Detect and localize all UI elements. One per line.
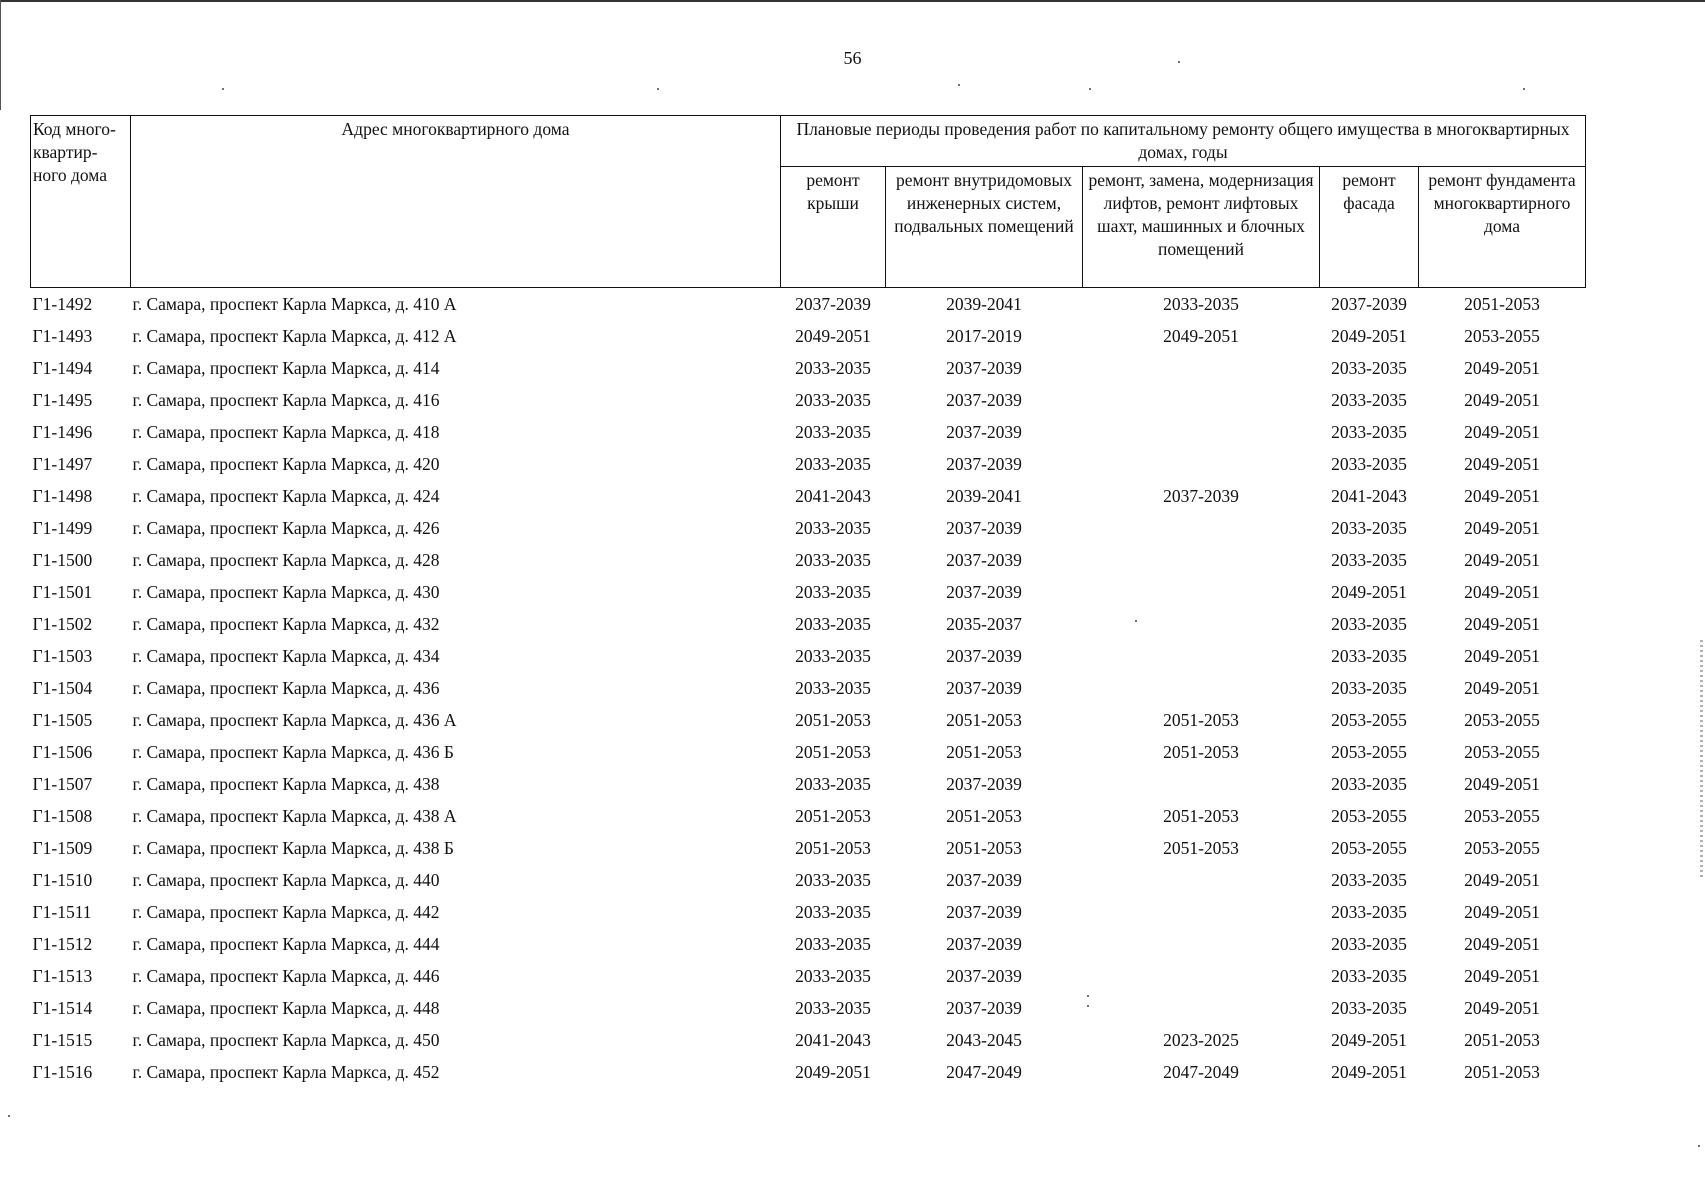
page-number: 56 bbox=[843, 48, 862, 68]
house-code-cell: Г1-1498 bbox=[32, 485, 93, 506]
systems-period-cell: 2017-2019 bbox=[946, 325, 1022, 346]
house-code-cell: Г1-1502 bbox=[32, 613, 93, 634]
systems-period-cell: 2035-2037 bbox=[946, 613, 1022, 634]
facade-period-cell: 2049-2051 bbox=[1331, 1061, 1407, 1082]
table-row bbox=[31, 896, 1586, 928]
lifts-period-cell bbox=[1083, 512, 1320, 544]
table-row bbox=[31, 480, 1586, 512]
systems-period-cell: 2051-2053 bbox=[946, 837, 1022, 858]
table-row bbox=[31, 672, 1586, 704]
table-row bbox=[31, 640, 1586, 672]
table-row bbox=[31, 960, 1586, 992]
house-code-cell: Г1-1504 bbox=[32, 677, 93, 698]
facade-period-cell: 2033-2035 bbox=[1331, 517, 1407, 538]
roof-period-cell: 2033-2035 bbox=[795, 965, 871, 986]
scan-speck bbox=[8, 1115, 10, 1117]
foundation-period-cell: 2049-2051 bbox=[1464, 645, 1540, 666]
facade-period-cell: 2053-2055 bbox=[1331, 709, 1407, 730]
roof-period-cell: 2033-2035 bbox=[795, 773, 871, 794]
lifts-period-cell bbox=[1083, 896, 1320, 928]
lifts-period-cell bbox=[1083, 768, 1320, 800]
roof-period-cell: 2051-2053 bbox=[795, 741, 871, 762]
facade-period-cell: 2033-2035 bbox=[1331, 901, 1407, 922]
house-code-cell: Г1-1507 bbox=[32, 773, 93, 794]
lifts-period-cell bbox=[1083, 960, 1320, 992]
foundation-period-cell: 2049-2051 bbox=[1464, 581, 1540, 602]
table-row bbox=[31, 320, 1586, 352]
house-code-cell: Г1-1511 bbox=[32, 901, 92, 922]
table-body bbox=[31, 288, 1586, 1089]
address-cell: г. Самара, проспект Карла Маркса, д. 436 bbox=[132, 677, 440, 698]
roof-period-cell: 2033-2035 bbox=[795, 517, 871, 538]
roof-period-cell: 2033-2035 bbox=[795, 581, 871, 602]
roof-period-cell: 2033-2035 bbox=[795, 933, 871, 954]
facade-period-cell: 2049-2051 bbox=[1331, 1029, 1407, 1050]
house-code-cell: Г1-1506 bbox=[32, 741, 93, 762]
foundation-period-cell: 2049-2051 bbox=[1464, 901, 1540, 922]
address-cell: г. Самара, проспект Карла Маркса, д. 414 bbox=[132, 357, 440, 378]
lifts-period-cell: 2023-2025 bbox=[1163, 1029, 1239, 1050]
address-cell: г. Самара, проспект Карла Маркса, д. 438 А bbox=[132, 805, 457, 826]
roof-period-cell: 2041-2043 bbox=[795, 1029, 871, 1050]
house-code-cell: Г1-1500 bbox=[32, 549, 93, 570]
header-planned-periods: Плановые периоды проведения работ по капитальному ремонту общего имущества в многоквартирных домах, годы bbox=[781, 116, 1586, 167]
house-code-cell: Г1-1496 bbox=[32, 421, 93, 442]
foundation-period-cell: 2049-2051 bbox=[1464, 965, 1540, 986]
roof-period-cell: 2033-2035 bbox=[795, 357, 871, 378]
facade-period-cell: 2053-2055 bbox=[1331, 837, 1407, 858]
foundation-period-cell: 2049-2051 bbox=[1464, 549, 1540, 570]
foundation-period-cell: 2051-2053 bbox=[1464, 1029, 1540, 1050]
facade-period-cell: 2033-2035 bbox=[1331, 869, 1407, 890]
foundation-period-cell: 2049-2051 bbox=[1464, 453, 1540, 474]
foundation-period-cell: 2051-2053 bbox=[1464, 1061, 1540, 1082]
foundation-period-cell: 2049-2051 bbox=[1464, 421, 1540, 442]
table-row bbox=[31, 448, 1586, 480]
systems-period-cell: 2037-2039 bbox=[946, 869, 1022, 890]
table-row bbox=[31, 288, 1586, 321]
facade-period-cell: 2037-2039 bbox=[1331, 293, 1407, 314]
foundation-period-cell: 2049-2051 bbox=[1464, 517, 1540, 538]
facade-period-cell: 2033-2035 bbox=[1331, 965, 1407, 986]
roof-period-cell: 2049-2051 bbox=[795, 325, 871, 346]
roof-period-cell: 2033-2035 bbox=[795, 613, 871, 634]
table-row bbox=[31, 1056, 1586, 1088]
table-row bbox=[31, 512, 1586, 544]
foundation-period-cell: 2049-2051 bbox=[1464, 677, 1540, 698]
roof-period-cell: 2051-2053 bbox=[795, 805, 871, 826]
table-row bbox=[31, 800, 1586, 832]
foundation-period-cell: 2049-2051 bbox=[1464, 997, 1540, 1018]
table-row bbox=[31, 352, 1586, 384]
systems-period-cell: 2037-2039 bbox=[946, 357, 1022, 378]
lifts-period-cell bbox=[1083, 416, 1320, 448]
lifts-period-cell bbox=[1083, 448, 1320, 480]
house-code-cell: Г1-1514 bbox=[32, 997, 93, 1018]
header-lifts-repair: ремонт, замена, модернизация лифтов, ремонт лифтовых шахт, машинных и блочных помещений bbox=[1083, 167, 1320, 288]
house-code-cell: Г1-1513 bbox=[32, 965, 93, 986]
lifts-period-cell: 2047-2049 bbox=[1163, 1061, 1239, 1082]
header-roof-repair: ремонт крыши bbox=[781, 167, 886, 288]
systems-period-cell: 2037-2039 bbox=[946, 421, 1022, 442]
foundation-period-cell: 2053-2055 bbox=[1464, 805, 1540, 826]
address-cell: г. Самара, проспект Карла Маркса, д. 442 bbox=[132, 901, 440, 922]
header-house-code: Код много-квартир-ного дома bbox=[31, 116, 131, 288]
lifts-period-cell bbox=[1083, 384, 1320, 416]
roof-period-cell: 2051-2053 bbox=[795, 837, 871, 858]
scan-edge-noise bbox=[1700, 640, 1703, 880]
systems-period-cell: 2037-2039 bbox=[946, 389, 1022, 410]
facade-period-cell: 2033-2035 bbox=[1331, 645, 1407, 666]
table-row bbox=[31, 928, 1586, 960]
house-code-cell: Г1-1494 bbox=[32, 357, 93, 378]
systems-period-cell: 2037-2039 bbox=[946, 517, 1022, 538]
systems-period-cell: 2037-2039 bbox=[946, 453, 1022, 474]
roof-period-cell: 2033-2035 bbox=[795, 997, 871, 1018]
roof-period-cell: 2033-2035 bbox=[795, 549, 871, 570]
address-cell: г. Самара, проспект Карла Маркса, д. 430 bbox=[132, 581, 440, 602]
systems-period-cell: 2051-2053 bbox=[946, 741, 1022, 762]
roof-period-cell: 2033-2035 bbox=[795, 869, 871, 890]
table-row bbox=[31, 416, 1586, 448]
table-row bbox=[31, 864, 1586, 896]
facade-period-cell: 2049-2051 bbox=[1331, 581, 1407, 602]
address-cell: г. Самара, проспект Карла Маркса, д. 452 bbox=[132, 1061, 440, 1082]
address-cell: г. Самара, проспект Карла Маркса, д. 412 А bbox=[132, 325, 457, 346]
foundation-period-cell: 2049-2051 bbox=[1464, 485, 1540, 506]
table-row bbox=[31, 576, 1586, 608]
facade-period-cell: 2033-2035 bbox=[1331, 453, 1407, 474]
systems-period-cell: 2037-2039 bbox=[946, 901, 1022, 922]
facade-period-cell: 2049-2051 bbox=[1331, 325, 1407, 346]
table-row bbox=[31, 736, 1586, 768]
roof-period-cell: 2033-2035 bbox=[795, 901, 871, 922]
house-code-cell: Г1-1509 bbox=[32, 837, 93, 858]
scan-speck bbox=[657, 88, 659, 90]
scan-speck bbox=[958, 84, 960, 86]
lifts-period-cell: 2049-2051 bbox=[1163, 325, 1239, 346]
address-cell: г. Самара, проспект Карла Маркса, д. 444 bbox=[132, 933, 440, 954]
roof-period-cell: 2037-2039 bbox=[795, 293, 871, 314]
capital-repair-schedule-table bbox=[30, 115, 1586, 1088]
address-cell: г. Самара, проспект Карла Маркса, д. 446 bbox=[132, 965, 440, 986]
table-row bbox=[31, 544, 1586, 576]
table-row bbox=[31, 384, 1586, 416]
address-cell: г. Самара, проспект Карла Маркса, д. 424 bbox=[132, 485, 440, 506]
facade-period-cell: 2033-2035 bbox=[1331, 677, 1407, 698]
house-code-cell: Г1-1508 bbox=[32, 805, 93, 826]
address-cell: г. Самара, проспект Карла Маркса, д. 440 bbox=[132, 869, 440, 890]
address-cell: г. Самара, проспект Карла Маркса, д. 432 bbox=[132, 613, 440, 634]
lifts-period-cell: 2051-2053 bbox=[1163, 805, 1239, 826]
lifts-period-cell: 2037-2039 bbox=[1163, 485, 1239, 506]
systems-period-cell: 2051-2053 bbox=[946, 805, 1022, 826]
facade-period-cell: 2033-2035 bbox=[1331, 421, 1407, 442]
systems-period-cell: 2037-2039 bbox=[946, 581, 1022, 602]
foundation-period-cell: 2053-2055 bbox=[1464, 837, 1540, 858]
house-code-cell: Г1-1493 bbox=[32, 325, 93, 346]
roof-period-cell: 2033-2035 bbox=[795, 453, 871, 474]
lifts-period-cell: 2051-2053 bbox=[1163, 837, 1239, 858]
header-address: Адрес многоквартирного дома bbox=[131, 116, 781, 288]
lifts-period-cell bbox=[1083, 352, 1320, 384]
house-code-cell: Г1-1501 bbox=[32, 581, 93, 602]
house-code-cell: Г1-1495 bbox=[32, 389, 93, 410]
house-code-cell: Г1-1505 bbox=[32, 709, 93, 730]
lifts-period-cell: 2051-2053 bbox=[1163, 741, 1239, 762]
roof-period-cell: 2049-2051 bbox=[795, 1061, 871, 1082]
roof-period-cell: 2033-2035 bbox=[795, 389, 871, 410]
house-code-cell: Г1-1503 bbox=[32, 645, 93, 666]
lifts-period-cell bbox=[1083, 640, 1320, 672]
facade-period-cell: 2033-2035 bbox=[1331, 549, 1407, 570]
scan-speck bbox=[222, 88, 224, 90]
foundation-period-cell: 2049-2051 bbox=[1464, 869, 1540, 890]
address-cell: г. Самара, проспект Карла Маркса, д. 428 bbox=[132, 549, 440, 570]
address-cell: г. Самара, проспект Карла Маркса, д. 438 bbox=[132, 773, 440, 794]
address-cell: г. Самара, проспект Карла Маркса, д. 438 Б bbox=[132, 837, 454, 858]
lifts-period-cell bbox=[1083, 864, 1320, 896]
systems-period-cell: 2051-2053 bbox=[946, 709, 1022, 730]
foundation-period-cell: 2049-2051 bbox=[1464, 357, 1540, 378]
roof-period-cell: 2033-2035 bbox=[795, 645, 871, 666]
house-code-cell: Г1-1510 bbox=[32, 869, 93, 890]
foundation-period-cell: 2051-2053 bbox=[1464, 293, 1540, 314]
header-foundation-repair: ремонт фундамента многоквартирного дома bbox=[1419, 167, 1586, 288]
roof-period-cell: 2033-2035 bbox=[795, 677, 871, 698]
roof-period-cell: 2033-2035 bbox=[795, 421, 871, 442]
foundation-period-cell: 2049-2051 bbox=[1464, 613, 1540, 634]
systems-period-cell: 2037-2039 bbox=[946, 645, 1022, 666]
header-facade-repair: ремонт фасада bbox=[1320, 167, 1419, 288]
house-code-cell: Г1-1497 bbox=[32, 453, 93, 474]
systems-period-cell: 2043-2045 bbox=[946, 1029, 1022, 1050]
lifts-period-cell bbox=[1083, 544, 1320, 576]
lifts-period-cell bbox=[1083, 576, 1320, 608]
systems-period-cell: 2047-2049 bbox=[946, 1061, 1022, 1082]
address-cell: г. Самара, проспект Карла Маркса, д. 434 bbox=[132, 645, 440, 666]
lifts-period-cell bbox=[1083, 928, 1320, 960]
house-code-cell: Г1-1499 bbox=[32, 517, 93, 538]
house-code-cell: Г1-1512 bbox=[32, 933, 93, 954]
address-cell: г. Самара, проспект Карла Маркса, д. 416 bbox=[132, 389, 440, 410]
address-cell: г. Самара, проспект Карла Маркса, д. 436 А bbox=[132, 709, 457, 730]
address-cell: г. Самара, проспект Карла Маркса, д. 436 Б bbox=[132, 741, 454, 762]
address-cell: г. Самара, проспект Карла Маркса, д. 418 bbox=[132, 421, 440, 442]
address-cell: г. Самара, проспект Карла Маркса, д. 426 bbox=[132, 517, 440, 538]
foundation-period-cell: 2053-2055 bbox=[1464, 325, 1540, 346]
foundation-period-cell: 2049-2051 bbox=[1464, 933, 1540, 954]
facade-period-cell: 2033-2035 bbox=[1331, 773, 1407, 794]
table-row bbox=[31, 704, 1586, 736]
address-cell: г. Самара, проспект Карла Маркса, д. 410 А bbox=[132, 293, 457, 314]
scan-speck bbox=[1698, 1145, 1700, 1147]
scan-speck bbox=[1089, 88, 1091, 90]
systems-period-cell: 2037-2039 bbox=[946, 933, 1022, 954]
systems-period-cell: 2037-2039 bbox=[946, 965, 1022, 986]
facade-period-cell: 2041-2043 bbox=[1331, 485, 1407, 506]
facade-period-cell: 2053-2055 bbox=[1331, 741, 1407, 762]
table-row bbox=[31, 1024, 1586, 1056]
house-code-cell: Г1-1492 bbox=[32, 293, 93, 314]
lifts-period-cell bbox=[1083, 608, 1320, 640]
address-cell: г. Самара, проспект Карла Маркса, д. 420 bbox=[132, 453, 440, 474]
foundation-period-cell: 2049-2051 bbox=[1464, 773, 1540, 794]
address-cell: г. Самара, проспект Карла Маркса, д. 448 bbox=[132, 997, 440, 1018]
systems-period-cell: 2037-2039 bbox=[946, 773, 1022, 794]
lifts-period-cell bbox=[1083, 672, 1320, 704]
facade-period-cell: 2053-2055 bbox=[1331, 805, 1407, 826]
foundation-period-cell: 2053-2055 bbox=[1464, 709, 1540, 730]
table-row bbox=[31, 992, 1586, 1024]
table-row bbox=[31, 608, 1586, 640]
facade-period-cell: 2033-2035 bbox=[1331, 389, 1407, 410]
house-code-cell: Г1-1516 bbox=[32, 1061, 93, 1082]
facade-period-cell: 2033-2035 bbox=[1331, 997, 1407, 1018]
systems-period-cell: 2039-2041 bbox=[946, 293, 1022, 314]
roof-period-cell: 2041-2043 bbox=[795, 485, 871, 506]
lifts-period-cell: 2051-2053 bbox=[1163, 709, 1239, 730]
lifts-period-cell bbox=[1083, 992, 1320, 1024]
systems-period-cell: 2037-2039 bbox=[946, 677, 1022, 698]
table-header bbox=[31, 116, 1586, 288]
house-code-cell: Г1-1515 bbox=[32, 1029, 93, 1050]
foundation-period-cell: 2053-2055 bbox=[1464, 741, 1540, 762]
foundation-period-cell: 2049-2051 bbox=[1464, 389, 1540, 410]
table-row bbox=[31, 832, 1586, 864]
facade-period-cell: 2033-2035 bbox=[1331, 357, 1407, 378]
header-engineering-systems-repair: ремонт внутридомовых инженерных систем, подвальных помещений bbox=[886, 167, 1083, 288]
systems-period-cell: 2039-2041 bbox=[946, 485, 1022, 506]
systems-period-cell: 2037-2039 bbox=[946, 997, 1022, 1018]
lifts-period-cell: 2033-2035 bbox=[1163, 293, 1239, 314]
systems-period-cell: 2037-2039 bbox=[946, 549, 1022, 570]
facade-period-cell: 2033-2035 bbox=[1331, 613, 1407, 634]
table-row bbox=[31, 768, 1586, 800]
scan-speck bbox=[1523, 88, 1525, 90]
facade-period-cell: 2033-2035 bbox=[1331, 933, 1407, 954]
address-cell: г. Самара, проспект Карла Маркса, д. 450 bbox=[132, 1029, 440, 1050]
roof-period-cell: 2051-2053 bbox=[795, 709, 871, 730]
scan-border-top bbox=[0, 0, 1705, 2]
